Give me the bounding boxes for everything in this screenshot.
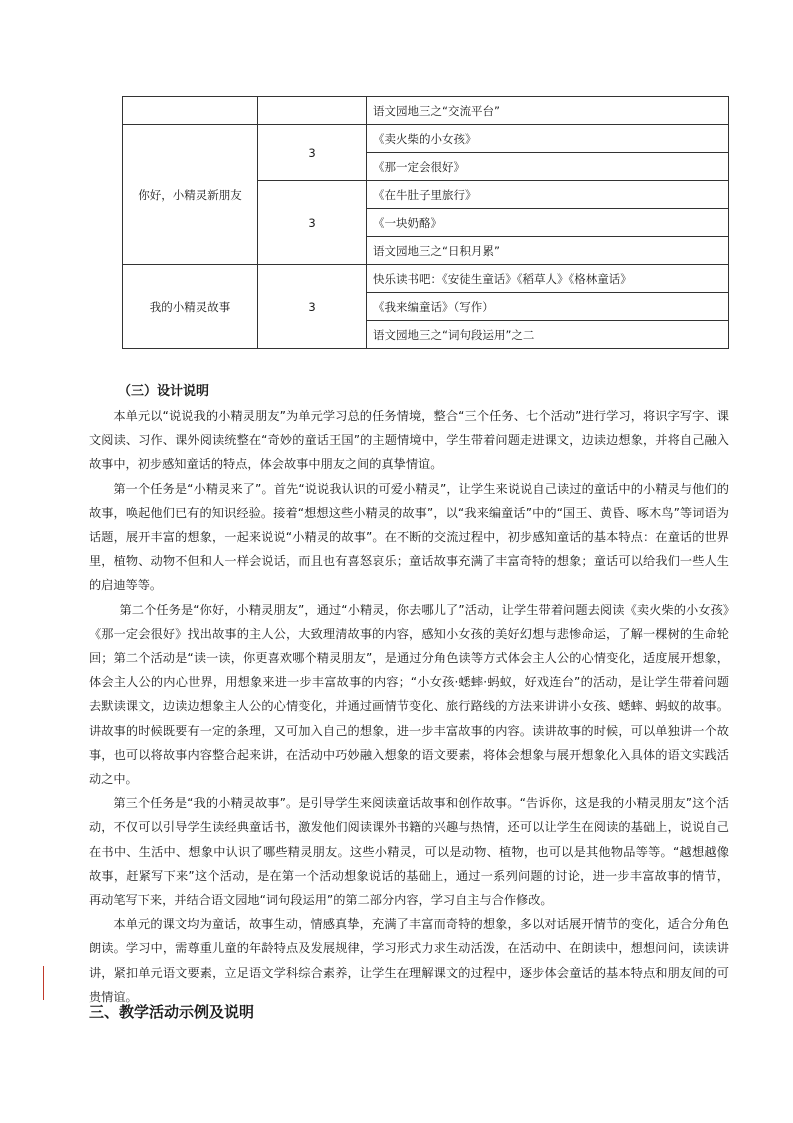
paragraph: 本单元以“说说我的小精灵朋友”为单元学习总的任务情境，整合“三个任务、七个活动”进行学习，将识字写字、课文阅读、习作、课外阅读统整在“奇妙的童话王国”的主题情境中，学生带着问题走进课文，边读边想象，并将自己融入故事中，初步感知童话的特点，体会故事中朋友之间的真挚情谊。 xyxy=(89,409,729,472)
content-cell: 语文园地三之“交流平台” xyxy=(367,97,729,125)
theme-cell: 我的小精灵故事 xyxy=(123,265,258,349)
lessons-cell: 3 xyxy=(258,265,367,349)
lessons-cell: 3 xyxy=(258,181,367,265)
content-cell: 《我来编童话》（写作） xyxy=(367,293,729,321)
table-row xyxy=(123,125,729,153)
table-row xyxy=(123,97,729,125)
margin-marker-line xyxy=(43,966,44,1000)
content-cell: 《在牛肚子里旅行》 xyxy=(367,181,729,209)
content-cell: 快乐读书吧：《安徒生童话》《稻草人》《格林童话》 xyxy=(367,265,729,293)
content-cell: 《卖火柴的小女孩》 xyxy=(367,125,729,153)
unit-plan-table xyxy=(122,96,729,349)
paragraph: 本单元的课文均为童话，故事生动，情感真挚，充满了丰富而奇特的想象，多以对话展开情节的变化，适合分角色朗读。学习中，需尊重儿童的年龄特点及发展规律，学习形式力求生动活泼，在活动中、在朗读中，想想问问，读读讲讲，紧扣单元语文要素，立足语文学科综合素养，让学生在理解课文的过程中，逐步体会童话的基本特点和朋友间的可贵情谊。 xyxy=(89,917,729,1004)
content-cell: 语文园地三之“词句段运用”之二 xyxy=(367,321,729,349)
table-row xyxy=(123,265,729,293)
content-cell: 《那一定会很好》 xyxy=(367,153,729,181)
lessons-cell: 3 xyxy=(258,125,367,181)
content-cell: 语文园地三之“日积月累” xyxy=(367,237,729,265)
design-description xyxy=(89,404,729,1009)
paragraph: 第一个任务是“小精灵来了”。首先“说说我认识的可爱小精灵”，让学生来说说自己读过的童话中的小精灵与他们的故事，唤起他们已有的知识经验。接着“想想这些小精灵的故事”，以“我来编童话”中的“国王、黄昏、啄木鸟”等词语为话题，展开丰富的想象，一起来说说“小精灵的故事”。在不断的交流过程中，初步感知童话的基本特点：在童话的世界里，植物、动物不但和人一样会说话，而且也有喜怒哀乐；童话故事充满了丰富奇特的想象；童话可以给我们一些人生的启迪等等。 xyxy=(89,481,729,593)
paragraph: 第二个任务是“你好，小精灵朋友”，通过“小精灵，你去哪儿了”活动，让学生带着问题去阅读《卖火柴的小女孩》《那一定会很好》找出故事的主人公，大致理清故事的内容，感知小女孩的美好幻想与悲惨命运，了解一棵树的生命轮回；第二个活动是“读一读，你更喜欢哪个精灵朋友”，是通过分角色读等方式体会主人公的心情变化，适度展开想象，体会主人公的内心世界，用想象来进一步丰富故事的内容；“小女孩·蟋蟀·蚂蚁，好戏连台”的活动，是让学生带着问题去默读课文，边读边想象主人公的心情变化，并通过画情节变化、旅行路线的方法来讲讲小女孩、蟋蟀、蚂蚁的故事。讲故事的时候既要有一定的条理，又可加入自己的想象，进一步丰富故事的内容。读讲故事的时候，可以单独讲一个故事，也可以将故事内容整合起来讲，在活动中巧妙融入想象的语文要素，将体会想象与展开想象化入具体的语文实践活动之中。 xyxy=(89,602,729,787)
content-cell: 《一块奶酪》 xyxy=(367,209,729,237)
chapter-title: 三、教学活动示例及说明 xyxy=(89,1003,255,1021)
section-heading: （三）设计说明 xyxy=(118,384,210,399)
paragraph: 第三个任务是“我的小精灵故事”。是引导学生来阅读童话故事和创作故事。“告诉你，这是我的小精灵朋友”这个活动，不仅可以引导学生读经典童话书，激发他们阅读课外书籍的兴趣与热情，还可以让学生在阅读的基础上，说说自己在书中、生活中、想象中认识了哪些精灵朋友。这些小精灵，可以是动物、植物，也可以是其他物品等等。“越想越像故事，赶紧写下来”这个活动，是在第一个活动想象说话的基础上，通过一系列问题的讨论，进一步丰富故事的情节，再动笔写下来，并结合语文园地“词句段运用”的第二部分内容，学习自主与合作修改。 xyxy=(89,796,729,908)
theme-cell xyxy=(123,97,258,125)
lessons-cell xyxy=(258,97,367,125)
theme-cell: 你好，小精灵新朋友 xyxy=(123,125,258,265)
